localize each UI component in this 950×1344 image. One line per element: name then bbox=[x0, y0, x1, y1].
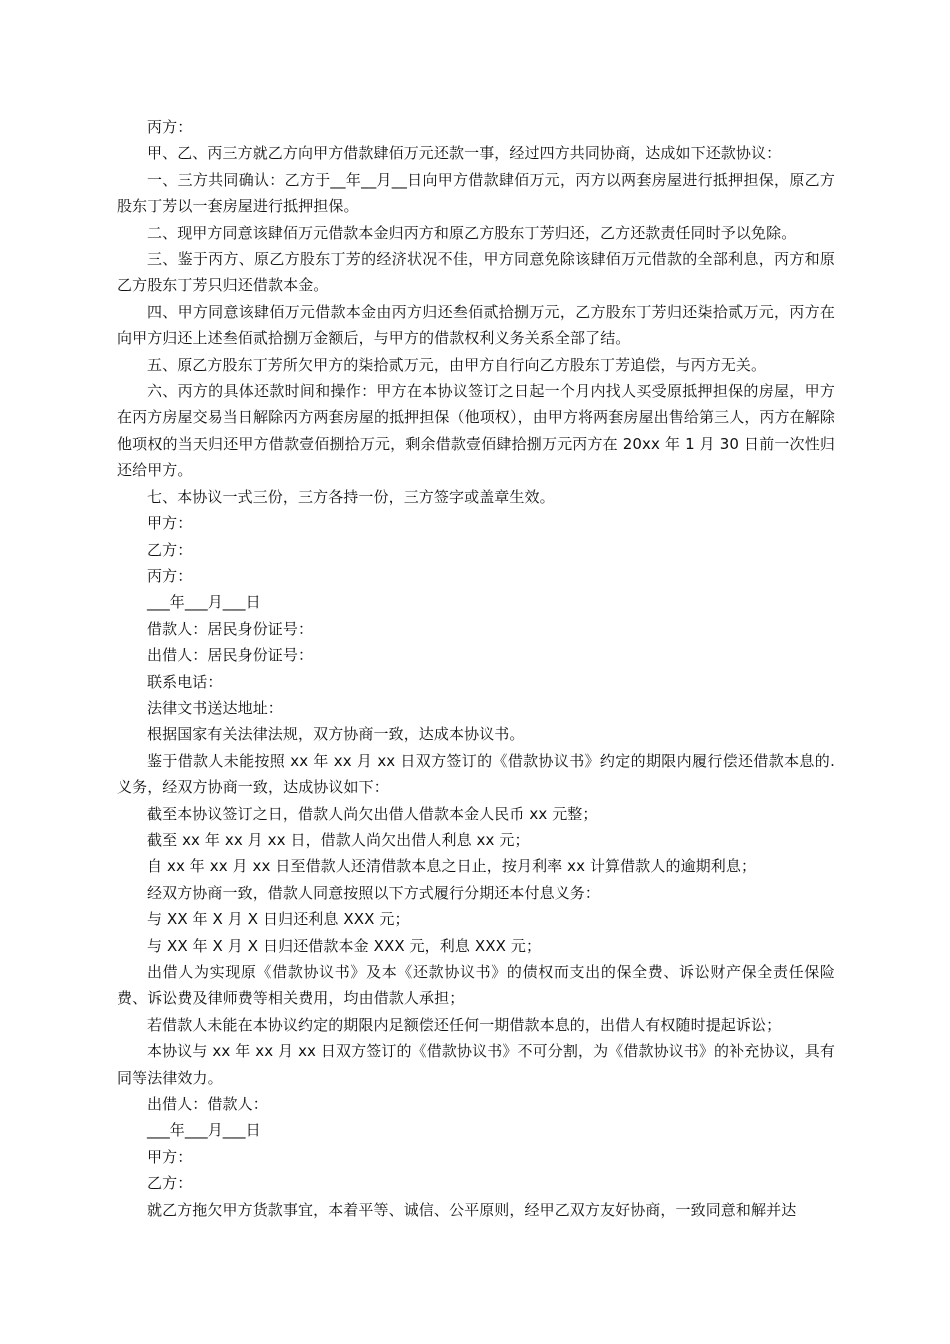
clause-4: 四、甲方同意该肆佰万元借款本金由丙方归还叁佰贰拾捌万元，乙方股东丁芳归还柒拾贰万元，丙方在向甲方归还上述叁佰贰拾捌万金额后，与甲方的借款权利义务关系全部了结。 bbox=[117, 302, 835, 348]
lender-id-line: 出借人：居民身份证号： bbox=[147, 646, 314, 665]
third-party-b-label: 乙方： bbox=[147, 1174, 193, 1193]
default-clause: 若借款人未能在本协议约定的期限内足额偿还任何一期借款本息的，出借人有权随时提起诉讼； bbox=[147, 1015, 782, 1034]
service-address-line: 法律文书送达地址： bbox=[147, 698, 283, 717]
party-a-signature: 甲方： bbox=[147, 514, 193, 533]
document-body bbox=[117, 114, 835, 1223]
party-c-signature: 丙方： bbox=[147, 566, 193, 585]
clause-5: 五、原乙方股东丁芳所欠甲方的柒拾贰万元，由甲方自行向乙方股东丁芳追偿，与丙方无关。 bbox=[147, 355, 767, 374]
installment-2: 与 XX 年 X 月 X 日归还借款本金 XXX 元，利息 XXX 元； bbox=[147, 936, 542, 955]
second-signature-date: ___年___月___日 bbox=[147, 1121, 261, 1140]
signature-date: ___年___月___日 bbox=[147, 593, 261, 612]
recital: 鉴于借款人未能按照 xx 年 xx 月 xx 日双方签订的《借款协议书》约定的期限内履行偿还借款本息的.义务，经双方协商一致，达成协议如下： bbox=[117, 751, 835, 797]
contact-phone-line: 联系电话： bbox=[147, 672, 223, 691]
interest-owed: 截至 xx 年 xx 月 xx 日，借款人尚欠出借人利息 xx 元； bbox=[147, 830, 530, 849]
third-party-a-label: 甲方： bbox=[147, 1147, 193, 1166]
installment-intro: 经双方协商一致，借款人同意按照以下方式履行分期还本付息义务： bbox=[147, 883, 601, 902]
installment-1: 与 XX 年 X 月 X 日归还利息 XXX 元； bbox=[147, 910, 410, 929]
supplement-clause: 本协议与 xx 年 xx 月 xx 日双方签订的《借款协议书》不可分割，为《借款协议书》的补充协议，具有同等法律效力。 bbox=[117, 1042, 835, 1087]
overdue-interest: 自 xx 年 xx 月 xx 日至借款人还清借款本息之日止，按月利率 xx 计算借款人的逾期利息； bbox=[147, 857, 757, 876]
principal-owed: 截至本协议签订之日，借款人尚欠出借人借款本金人民币 xx 元整； bbox=[147, 804, 598, 823]
clause-6: 六、丙方的具体还款时间和操作：甲方在本协议签订之日起一个月内找人买受原抵押担保的房屋，甲方在丙方房屋交易当日解除丙方两套房屋的抵押担保（他项权），由甲方将两套房屋出售给第三人，丙方在解除他项权的当天归还甲方借款壹佰捌拾万元，剩余借款壹佰肆拾捌万元丙方在 20xx 年 1 月 30 日前一次性归还给甲方。 bbox=[117, 382, 835, 480]
party-b-signature: 乙方： bbox=[147, 540, 193, 559]
party-c-label: 丙方： bbox=[147, 118, 193, 136]
costs-clause: 出借人为实现原《借款协议书》及本《还款协议书》的债权而支出的保全费、诉讼财产保全责任保险费、诉讼费及律师费等相关费用，均由借款人承担； bbox=[117, 963, 835, 1008]
clause-1: 一、三方共同确认：乙方于__年__月__日向甲方借款肆佰万元，丙方以两套房屋进行抵押担保，原乙方股东丁芳以一套房屋进行抵押担保。 bbox=[117, 170, 835, 216]
lender-borrower-signature: 出借人：借款人： bbox=[147, 1095, 268, 1114]
borrower-id-line: 借款人：居民身份证号： bbox=[147, 619, 314, 638]
agreement-intro: 甲、乙、丙三方就乙方向甲方借款肆佰万元还款一事，经过四方共同协商，达成如下还款协议： bbox=[147, 144, 782, 163]
clause-7: 七、本协议一式三份，三方各持一份，三方签字或盖章生效。 bbox=[147, 487, 555, 506]
clause-2: 二、现甲方同意该肆佰万元借款本金归丙方和原乙方股东丁芳归还，乙方还款责任同时予以免除。 bbox=[147, 223, 797, 242]
clause-3: 三、鉴于丙方、原乙方股东丁芳的经济状况不佳，甲方同意免除该肆佰万元借款的全部利息，丙方和原乙方股东丁芳只归还借款本金。 bbox=[117, 250, 835, 295]
third-agreement-intro: 就乙方拖欠甲方货款事宜，本着平等、诚信、公平原则，经甲乙双方友好协商，一致同意和解并达 bbox=[147, 1200, 797, 1219]
second-agreement-intro: 根据国家有关法律法规，双方协商一致，达成本协议书。 bbox=[147, 725, 525, 744]
